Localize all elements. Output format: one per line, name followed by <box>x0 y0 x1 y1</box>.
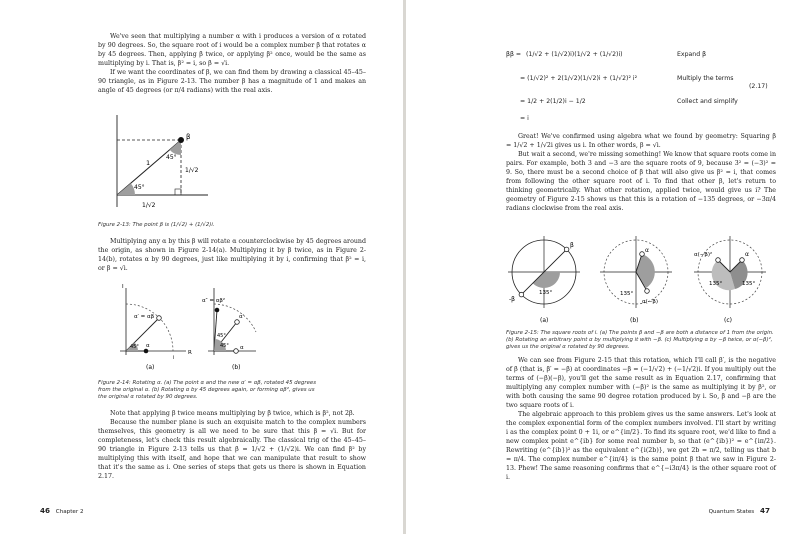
right-para-1: Great! We've confirmed using algebra what we found by geometry: Squaring β = 1/√2 + 1/√2i gives us i. In other words, β = √i. <box>506 133 776 149</box>
eq-note-3: Collect and simplify <box>677 98 738 105</box>
figure-2-13-caption: Figure 2-13: The point β is (1/√2) + (1/√2)i. <box>98 222 215 228</box>
fig15a-angle-label: 135° <box>539 290 553 296</box>
fig15b-angle-wedge <box>636 254 655 288</box>
fig15-panel-c <box>694 236 766 324</box>
fig14b-alpha-double-prime-point <box>215 308 220 313</box>
fig15b-alpha-label: α <box>645 247 649 254</box>
fig15b-rotated-label: α(−β) <box>642 299 659 305</box>
left-para-3: Multiplying any α by this β will rotate α counterclockwise by 45 degrees around the origin, as shown in Figure 2-14(a). Multiplying it by β twice, as in Figure 2-14(b), rotates α by 90 degrees, just like multiplying it by i, confirming that β² = i, or β = √i. <box>98 238 367 272</box>
fig15c-final-point <box>716 258 721 263</box>
fig13-beta-label: β <box>186 133 191 141</box>
fig13-beta-point <box>178 137 184 143</box>
right-text-block-1 <box>506 132 776 213</box>
fig14b-unit-arc <box>214 304 256 332</box>
right-para-3: We can see from Figure 2-15 that this rotation, which I'll call β′, is the negative of β (that is, β′ = −β) at coordinates −β = (−1/√2) + (−1/√2)i. If you multiply out the terms of (−β)(−β), you'll get the same result as in Equation 2.17, confirming that multiplying any complex number with (−β)² is the same as multiplying it by β², or with both causing the same 90 degree rotation produced by i. So, β and −β are the two square roots of i. <box>506 357 776 409</box>
left-para-4: Note that applying β twice means multiplying by β twice, which is β², not 2β. <box>110 410 355 417</box>
eq-line-3: = 1/2 + 2(1/2)i − 1/2 <box>520 98 586 105</box>
fig13-hyp-label: 1 <box>146 159 151 167</box>
fig14a-alpha-point <box>144 349 149 354</box>
left-para-5: Because the number plane is such an exquisite match to the complex numbers themselves, this geometry is all we need to be sure that this β = √i. But for completeness, let's check this result algebraically. The classical trig of the 45–45–90 triangle in Figure 2-13 tells us that β = 1/√2 + (1/√2)i. We can find β² by multiplying this with itself, and hope that we can manipulate that result to show that it's the same as i. One series of steps that gets us there is shown in Equation 2.17. <box>98 419 366 480</box>
equation-2-17 <box>506 44 786 124</box>
fig13-right-angle-mark <box>175 189 181 195</box>
left-text-block-1 <box>98 32 366 95</box>
right-page-number: 47 <box>759 506 770 515</box>
left-page <box>0 0 403 534</box>
eq-note-2: Multiply the terms <box>677 75 734 82</box>
fig14b-alpha-prime-label: α′ <box>239 314 244 320</box>
fig14a-alpha-prime-point <box>157 316 162 321</box>
left-page-number: 46 <box>40 506 51 515</box>
fig15c-sub-label: (c) <box>724 317 732 324</box>
eq-note-1: Expand β <box>677 51 707 58</box>
fig14b-alpha-point <box>234 349 239 354</box>
fig14-panel-b <box>202 288 256 371</box>
figure-2-14 <box>98 280 258 375</box>
fig15c-alpha-point <box>740 258 745 263</box>
eq-line-4: = i <box>520 115 529 122</box>
fig14b-alpha-prime-point <box>235 320 240 325</box>
fig15a-beta-label: β <box>570 242 574 249</box>
fig14a-tick-label: i <box>173 355 175 361</box>
left-para-1: We've seen that multiplying a number α with i produces a version of α rotated by 90 degrees. So, the square root of i would be a complex number β that rotates α by 45 degrees. Then, applying β twice, or applying β² once, would be the same as multiplying by i. That is, β² = i, so β = √i. <box>98 33 366 67</box>
fig15c-angle-label-1: 135° <box>709 281 723 287</box>
fig14b-alpha-double-prime-label: α″ = αβ² <box>202 298 226 304</box>
figure-2-14-caption: Figure 2-14: Rotating α. (a) The point α and the new α′ = αβ, rotated 45 degrees from the original α. (b) Rotating α by 45 degrees again, or forming αβ², gives us the original α rotated by 90 degrees. <box>98 380 317 401</box>
right-para-2: But wait a second, we're missing something! We know that square roots come in pairs. For example, both 3 and −3 are the square roots of 9, because 3² = (−3)² = 9. So, there must be a second choice of β that will also give us β² = i, that comes from following the other square root of i. To find that other β, let's return to thinking geometrically. What other rotation, applied twice, would give us i? The geometry of Figure 2-15 shows us that this is a rotation of −135 degrees, or −3π/4 radians clockwise from the real axis. <box>506 151 776 212</box>
fig15a-beta-point <box>564 247 569 252</box>
fig15a-neg-beta-label: -β <box>509 296 515 303</box>
fig13-angle-top-label: 45° <box>166 154 177 161</box>
fig15c-top-label: α(−β)² <box>694 252 713 258</box>
eq-number: (2.17) <box>749 83 768 90</box>
fig14b-angle-label-1: 45° <box>217 333 226 339</box>
fig14b-alpha-label: α <box>240 345 244 351</box>
figure-2-15 <box>504 234 774 326</box>
fig13-side-label: 1/√2 <box>185 167 199 174</box>
fig15-panel-a <box>508 236 580 324</box>
fig14a-alpha-label: α <box>146 343 150 349</box>
eq-lhs: ββ = <box>506 51 522 58</box>
fig14a-axis-i-label: I <box>122 284 124 290</box>
figure-2-15-caption: Figure 2-15: The square roots of i. (a) The points β and −β are both a distance of 1 from the origin. (b) Rotating an arbitrary point α by multiplying it with −β. (c) Multiplying α by −β twice, or α(−β)², gives us the original α rotated by 90 degrees. <box>506 330 774 351</box>
fig14a-alpha-prime-label: α′ = αβ <box>134 314 155 320</box>
figure-2-13 <box>104 112 214 220</box>
fig14a-angle-label: 45° <box>130 344 139 350</box>
fig15b-sub-label: (b) <box>630 317 639 324</box>
left-folio <box>36 506 84 515</box>
fig15a-sub-label: (a) <box>540 317 549 324</box>
fig15b-rotated-point <box>645 289 650 294</box>
fig14a-sub-label: (a) <box>146 364 155 371</box>
eq-line-1: (1/√2 + (1/√2)i)(1/√2 + (1/√2)i) <box>526 51 623 58</box>
right-para-4: The algebraic approach to this problem gives us the same answers. Let's look at the complex exponential form of the complex numbers involved. I'll start by writing i as the complex point 0 + 1i, or e^{iπ/2}. To find its square root, we'd like to find a new complex point e^{ib} for some real number b, so that (e^{ib})² = e^{iπ/2}. Rewriting (e^{ib})² as the equivalent e^{i(2b)}, we get 2b = π/2, telling us that b = π/4. The complex number e^{iπ/4} is the same point β that we saw in Figure 2-13. Phew! The same reasoning confirms that e^{−i3π/4} is the other square root of i. <box>506 411 776 481</box>
fig14a-axis-r-label: R <box>188 350 192 356</box>
fig14b-sub-label: (b) <box>232 364 241 371</box>
fig15c-angle-label-2: 135° <box>742 281 756 287</box>
eq-line-2: = (1/√2)² + 2(1/√2)(1/√2)i + (1/√2)² i² <box>520 75 638 82</box>
fig15a-angle-wedge <box>533 272 560 288</box>
fig15a-neg-beta-point <box>519 292 524 297</box>
right-running-head: Quantum States <box>708 509 755 515</box>
right-text-block-2 <box>506 356 776 482</box>
fig15b-alpha-point <box>640 252 645 257</box>
left-text-block-3 <box>98 409 366 481</box>
right-folio <box>709 506 774 515</box>
fig15-panel-b <box>600 236 672 324</box>
fig13-angle-wedge-base <box>117 183 135 195</box>
left-chapter-label: Chapter 2 <box>55 509 84 515</box>
fig14-panel-a <box>120 284 192 371</box>
fig13-angle-base-label: 45° <box>134 184 145 191</box>
fig15b-angle-label: 135° <box>620 291 634 297</box>
fig13-hypotenuse <box>117 140 181 195</box>
fig14b-angle-label-2: 45° <box>220 343 229 349</box>
right-page <box>406 0 810 534</box>
fig15c-alpha-label: α <box>745 251 749 258</box>
left-text-block-2 <box>98 237 366 273</box>
fig13-base-label: 1/√2 <box>142 202 156 209</box>
left-para-2: If we want the coordinates of β, we can find them by drawing a classical 45–45–90 triangle, as in Figure 2-13. The number β has a magnitude of 1 and makes an angle of 45 degrees (or π/4 radians) with the real axis. <box>98 69 366 94</box>
